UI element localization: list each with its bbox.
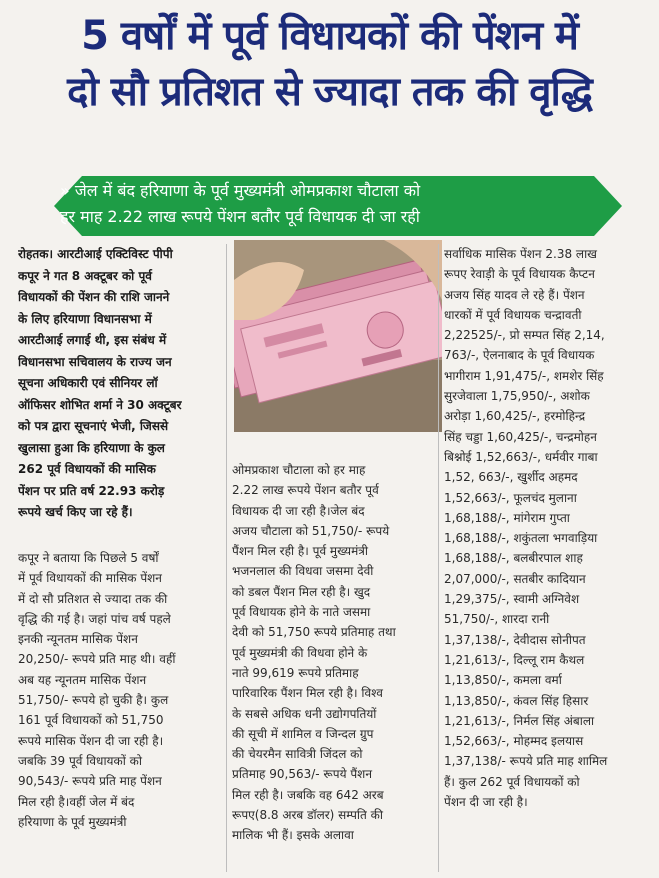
col3-line: 1,13,850/-, कमला वर्मा — [444, 673, 562, 688]
col3-line: 2,07,000/-, सतबीर कादियान — [444, 571, 586, 586]
intro-line: पेंशन पर प्रति वर्ष 22.93 करोड़ — [18, 483, 165, 498]
col1-line: 20,250/- रूपये प्रति माह थी। वहीं — [18, 652, 176, 667]
intro-line: ऑफिसर शोभित शर्मा ने 30 अक्टूबर — [18, 397, 182, 412]
col2-line: पूर्व विधायक होने के नाते जसमा — [232, 605, 371, 620]
col1-line: 90,543/- रूपये प्रति माह पेंशन — [18, 774, 162, 789]
col3-line: पेंशन दी जा रही है। — [444, 795, 528, 810]
col2-line: को डबल पैंशन मिल रही है। खुद — [232, 584, 371, 599]
intro-line: खुलासा हुआ कि हरियाणा के कुल — [18, 440, 165, 455]
intro-line: विधानसभा सचिवालय के राज्य जन — [18, 354, 172, 369]
col2-line: की चेयरमैन सावित्री जिंदल को — [232, 747, 363, 762]
col2-line: पारिवारिक पैंशन मिल रही है। विश्व — [232, 686, 383, 701]
column-1-body — [18, 548, 218, 832]
column-3-body — [444, 244, 646, 812]
headline-line-1: 5 वर्षों में पूर्व विधायकों की पेंशन में — [81, 13, 578, 59]
subhead-text — [60, 178, 610, 230]
col3-line: 1,21,613/-, निर्मल सिंह अंबाला — [444, 713, 595, 728]
col2-line: अजय चौटाला को 51,750/- रूपये — [232, 523, 390, 538]
col2-line: पैंशन मिल रही है। पूर्व मुख्यमंत्री — [232, 544, 368, 559]
col1-line: रूपये मासिक पेंशन दी जा रही है। — [18, 733, 164, 748]
col3-line: बिश्नोई 1,52,663/-, धर्मवीर गाबा — [444, 449, 598, 464]
col3-line: 1,52,663/-, फूलचंद मुलाना — [444, 490, 577, 505]
col3-line: 1,68,188/-, बलबीरपाल शाह — [444, 551, 583, 566]
col3-line: हैं। कुल 262 पूर्व विधायकों को — [444, 774, 580, 789]
col3-line: 1,37,138/- रूपये प्रति माह शामिल — [444, 754, 608, 769]
col2-line: विधायक दी जा रही है।जेल बंद — [232, 503, 365, 518]
col3-line: भागीराम 1,91,475/-, शमशेर सिंह — [444, 368, 604, 383]
col1-line: इनकी न्यूनतम मासिक पेंशन — [18, 632, 138, 647]
col2-line: देवी को 51,750 रूपये प्रतिमाह तथा — [232, 625, 396, 640]
col3-line: 763/-, ऐलनाबाद के पूर्व विधायक — [444, 348, 595, 363]
intro-line: को पत्र द्वारा सूचनाएं भेजी, जिससे — [18, 419, 169, 433]
col3-line: धारकों में पूर्व विधायक चन्द्रावती — [444, 307, 582, 322]
col2-line: के सबसे अधिक धनी उद्योगपतियों — [232, 706, 377, 721]
col3-line: 1,68,188/-, शकुंतला भगवाड़िया — [444, 531, 598, 546]
col3-line: अजय सिंह यादव ले रहे हैं। पेंशन — [444, 287, 585, 302]
col1-line: मिल रही है।वहीं जेल में बंद — [18, 794, 135, 809]
col3-line: अरोड़ा 1,60,425/-, हरमोहिन्द्र — [444, 409, 586, 424]
col1-line: 161 पूर्व विधायकों को 51,750 — [18, 713, 164, 728]
intro-line: के लिए हरियाणा विधानसभा में — [18, 311, 152, 326]
col3-line: 1,52, 663/-, खुर्शीद अहमद — [444, 470, 578, 485]
col2-line: रूपए(8.8 अरब डॉलर) सम्पति की — [232, 808, 384, 823]
col3-line: 51,750/-, शारदा रानी — [444, 612, 550, 627]
intro-line: आरटीआई लगाई थी, इस संबंध में — [18, 333, 167, 347]
subhead-line-1: » जेल में बंद हरियाणा के पूर्व मुख्यमंत्री ओमप्रकाश चौटाला को — [60, 181, 421, 200]
col2-line: भजनलाल की विधवा जसमा देवी — [232, 564, 374, 579]
col3-line: 1,37,138/-, देवीदास सोनीपत — [444, 632, 586, 647]
column-rule-2 — [438, 244, 439, 872]
intro-line: सूचना अधिकारी एवं सीनियर लॉ — [18, 376, 158, 390]
subhead-line-2: हर माह 2.22 लाख रूपये पेंशन बतौर पूर्व विधायक दी जा रही — [60, 207, 420, 226]
intro-line: रूपये खर्च किए जा रहे हैं। — [18, 505, 133, 519]
column-2-body — [232, 460, 432, 846]
col2-line: ओमप्रकाश चौटाला को हर माह — [232, 463, 366, 477]
col3-line: 1,52,663/-, मोहम्मद इलयास — [444, 734, 584, 749]
column-rule-1 — [226, 244, 227, 872]
col3-line: 1,68,188/-, मांगेराम गुप्ता — [444, 510, 570, 525]
col3-line: रूपए रेवाड़ी के पूर्व विधायक कैप्टन — [444, 267, 595, 282]
col2-line: मिल रही है। जबकि वह 642 अरब — [232, 787, 384, 802]
col2-line: मालिक भी हैं। इसके अलावा — [232, 828, 354, 843]
col1-line: अब यह न्यूनतम मासिक पेंशन — [18, 672, 147, 687]
intro-line: 262 पूर्व विधायकों की मासिक — [18, 462, 156, 476]
col1-line: हरियाणा के पूर्व मुख्यमंत्री — [18, 814, 127, 829]
col3-line: सुरजेवाला 1,75,950/-, अशोक — [444, 389, 590, 404]
col3-line: सिंह चड्डा 1,60,425/-, चन्द्रमोहन — [444, 429, 597, 444]
col1-line: 51,750/- रूपये हो चुकी है। कुल — [18, 693, 169, 708]
col3-line: 1,21,613/-, दिल्लू राम कैथल — [444, 652, 585, 667]
intro-line: रोहतक। आरटीआई एक्टिविस्ट पीपी — [18, 247, 173, 261]
col1-line: में दो सौ प्रतिशत से ज्यादा तक की — [18, 591, 168, 606]
intro-line: विधायकों की पेंशन की राशि जानने — [18, 290, 170, 304]
col2-line: नाते 99,619 रूपये प्रतिमाह — [232, 665, 359, 680]
col3-line: 1,29,375/-, स्वामी अग्निवेश — [444, 592, 580, 607]
col2-line: प्रतिमाह 90,563/- रूपये पैंशन — [232, 767, 372, 782]
rupee-notes-image — [234, 240, 442, 432]
col1-line: कपूर ने बताया कि पिछले 5 वर्षों — [18, 551, 159, 565]
col1-line: जबकि 39 पूर्व विधायकों को — [18, 753, 142, 768]
currency-photo — [234, 240, 442, 432]
col3-line: 2,22525/-, प्रो सम्पत सिंह 2,14, — [444, 328, 605, 343]
col1-line: में पूर्व विधायकों की मासिक पेंशन — [18, 571, 162, 586]
col3-line: सर्वाधिक मासिक पेंशन 2.38 लाख — [444, 247, 597, 261]
col3-line: 1,13,850/-, कंवल सिंह हिसार — [444, 693, 589, 708]
intro-line: कपूर ने गत 8 अक्टूबर को पूर्व — [18, 268, 152, 283]
col2-line: की सूची में शामिल व जिन्दल ग्रुप — [232, 726, 374, 741]
col2-line: पूर्व मुख्यमंत्री की विधवा होने के — [232, 645, 368, 660]
headline — [0, 8, 659, 120]
intro-paragraph — [18, 244, 218, 524]
headline-line-2: दो सौ प्रतिशत से ज्यादा तक की वृद्धि — [67, 69, 592, 115]
col2-line: 2.22 लाख रूपये पेंशन बतौर पूर्व — [232, 483, 379, 498]
col1-line: वृद्धि की गई है। जहां पांच वर्ष पहले — [18, 611, 171, 626]
